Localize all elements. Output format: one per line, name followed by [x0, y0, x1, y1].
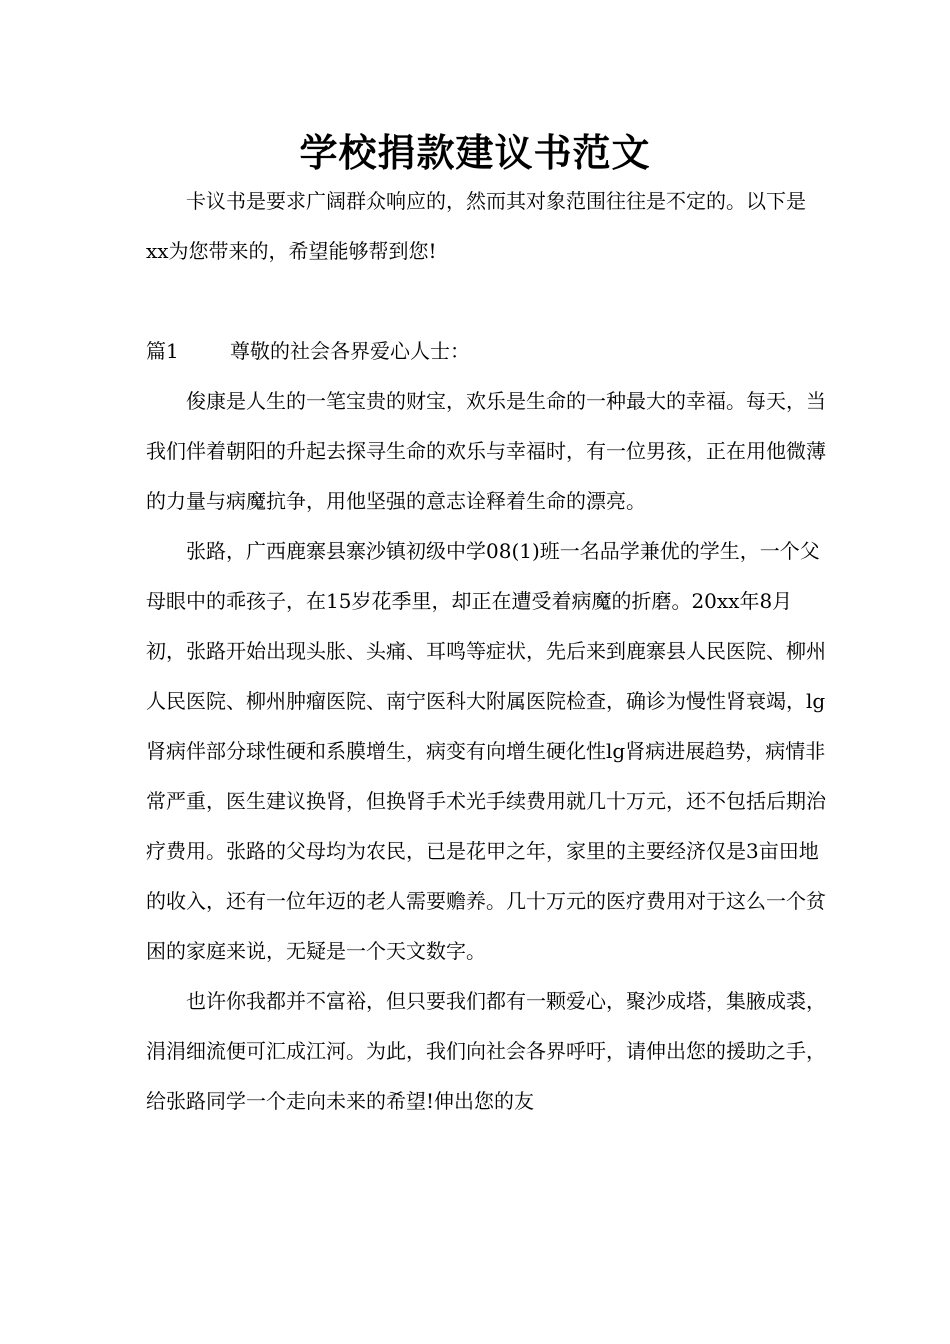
section-label: 篇1: [146, 339, 179, 363]
salutation: 尊敬的社会各界爱心人士：: [230, 339, 470, 363]
body-paragraph-1: 俊康是人生的一笔宝贵的财宝，欢乐是生命的一种最大的幸福。每天，当我们伴着朝阳的升起去探寻生命的欢乐与幸福时，有一位男孩，正在用他微薄的力量与病魔抗争，用他坚强的意志诠释着生命的漂亮。: [146, 389, 826, 513]
body-paragraph-2: 张路，广西鹿寨县寨沙镇初级中学08(1)班一名品学兼优的学生，一个父母眼中的乖孩子，在15岁花季里，却正在遭受着病魔的折磨。20xx年8月初，张路开始出现头胀、头痛、耳鸣等症状，先后来到鹿寨县人民医院、柳州人民医院、柳州肿瘤医院、南宁医科大附属医院检查，确诊为慢性肾衰竭，lg肾病伴部分球性硬和系膜增生，病变有向增生硬化性lg肾病进展趋势，病情非常严重，医生建议换肾，但换肾手术光手续费用就几十万元，还不包括后期治疗费用。张路的父母均为农民，已是花甲之年，家里的主要经济仅是3亩田地的收入，还有一位年迈的老人需要赡养。几十万元的医疗费用对于这么一个贫困的家庭来说，无疑是一个天文数字。: [146, 539, 826, 963]
document-body: [146, 176, 826, 1126]
salutation-line: [146, 326, 826, 376]
intro-paragraph: 卡议书是要求广阔群众响应的，然而其对象范围往往是不定的。以下是xx为您带来的，希望能够帮到您!: [146, 189, 806, 263]
blank-line: [146, 276, 826, 326]
body-paragraph-3: 也许你我都并不富裕，但只要我们都有一颗爱心，聚沙成塔，集腋成裘，涓涓细流便可汇成江河。为此，我们向社会各界呼吁，请伸出您的援助之手，给张路同学一个走向未来的希望!伸出您的友: [146, 989, 826, 1113]
document-title: 学校捐款建议书范文: [299, 130, 651, 175]
